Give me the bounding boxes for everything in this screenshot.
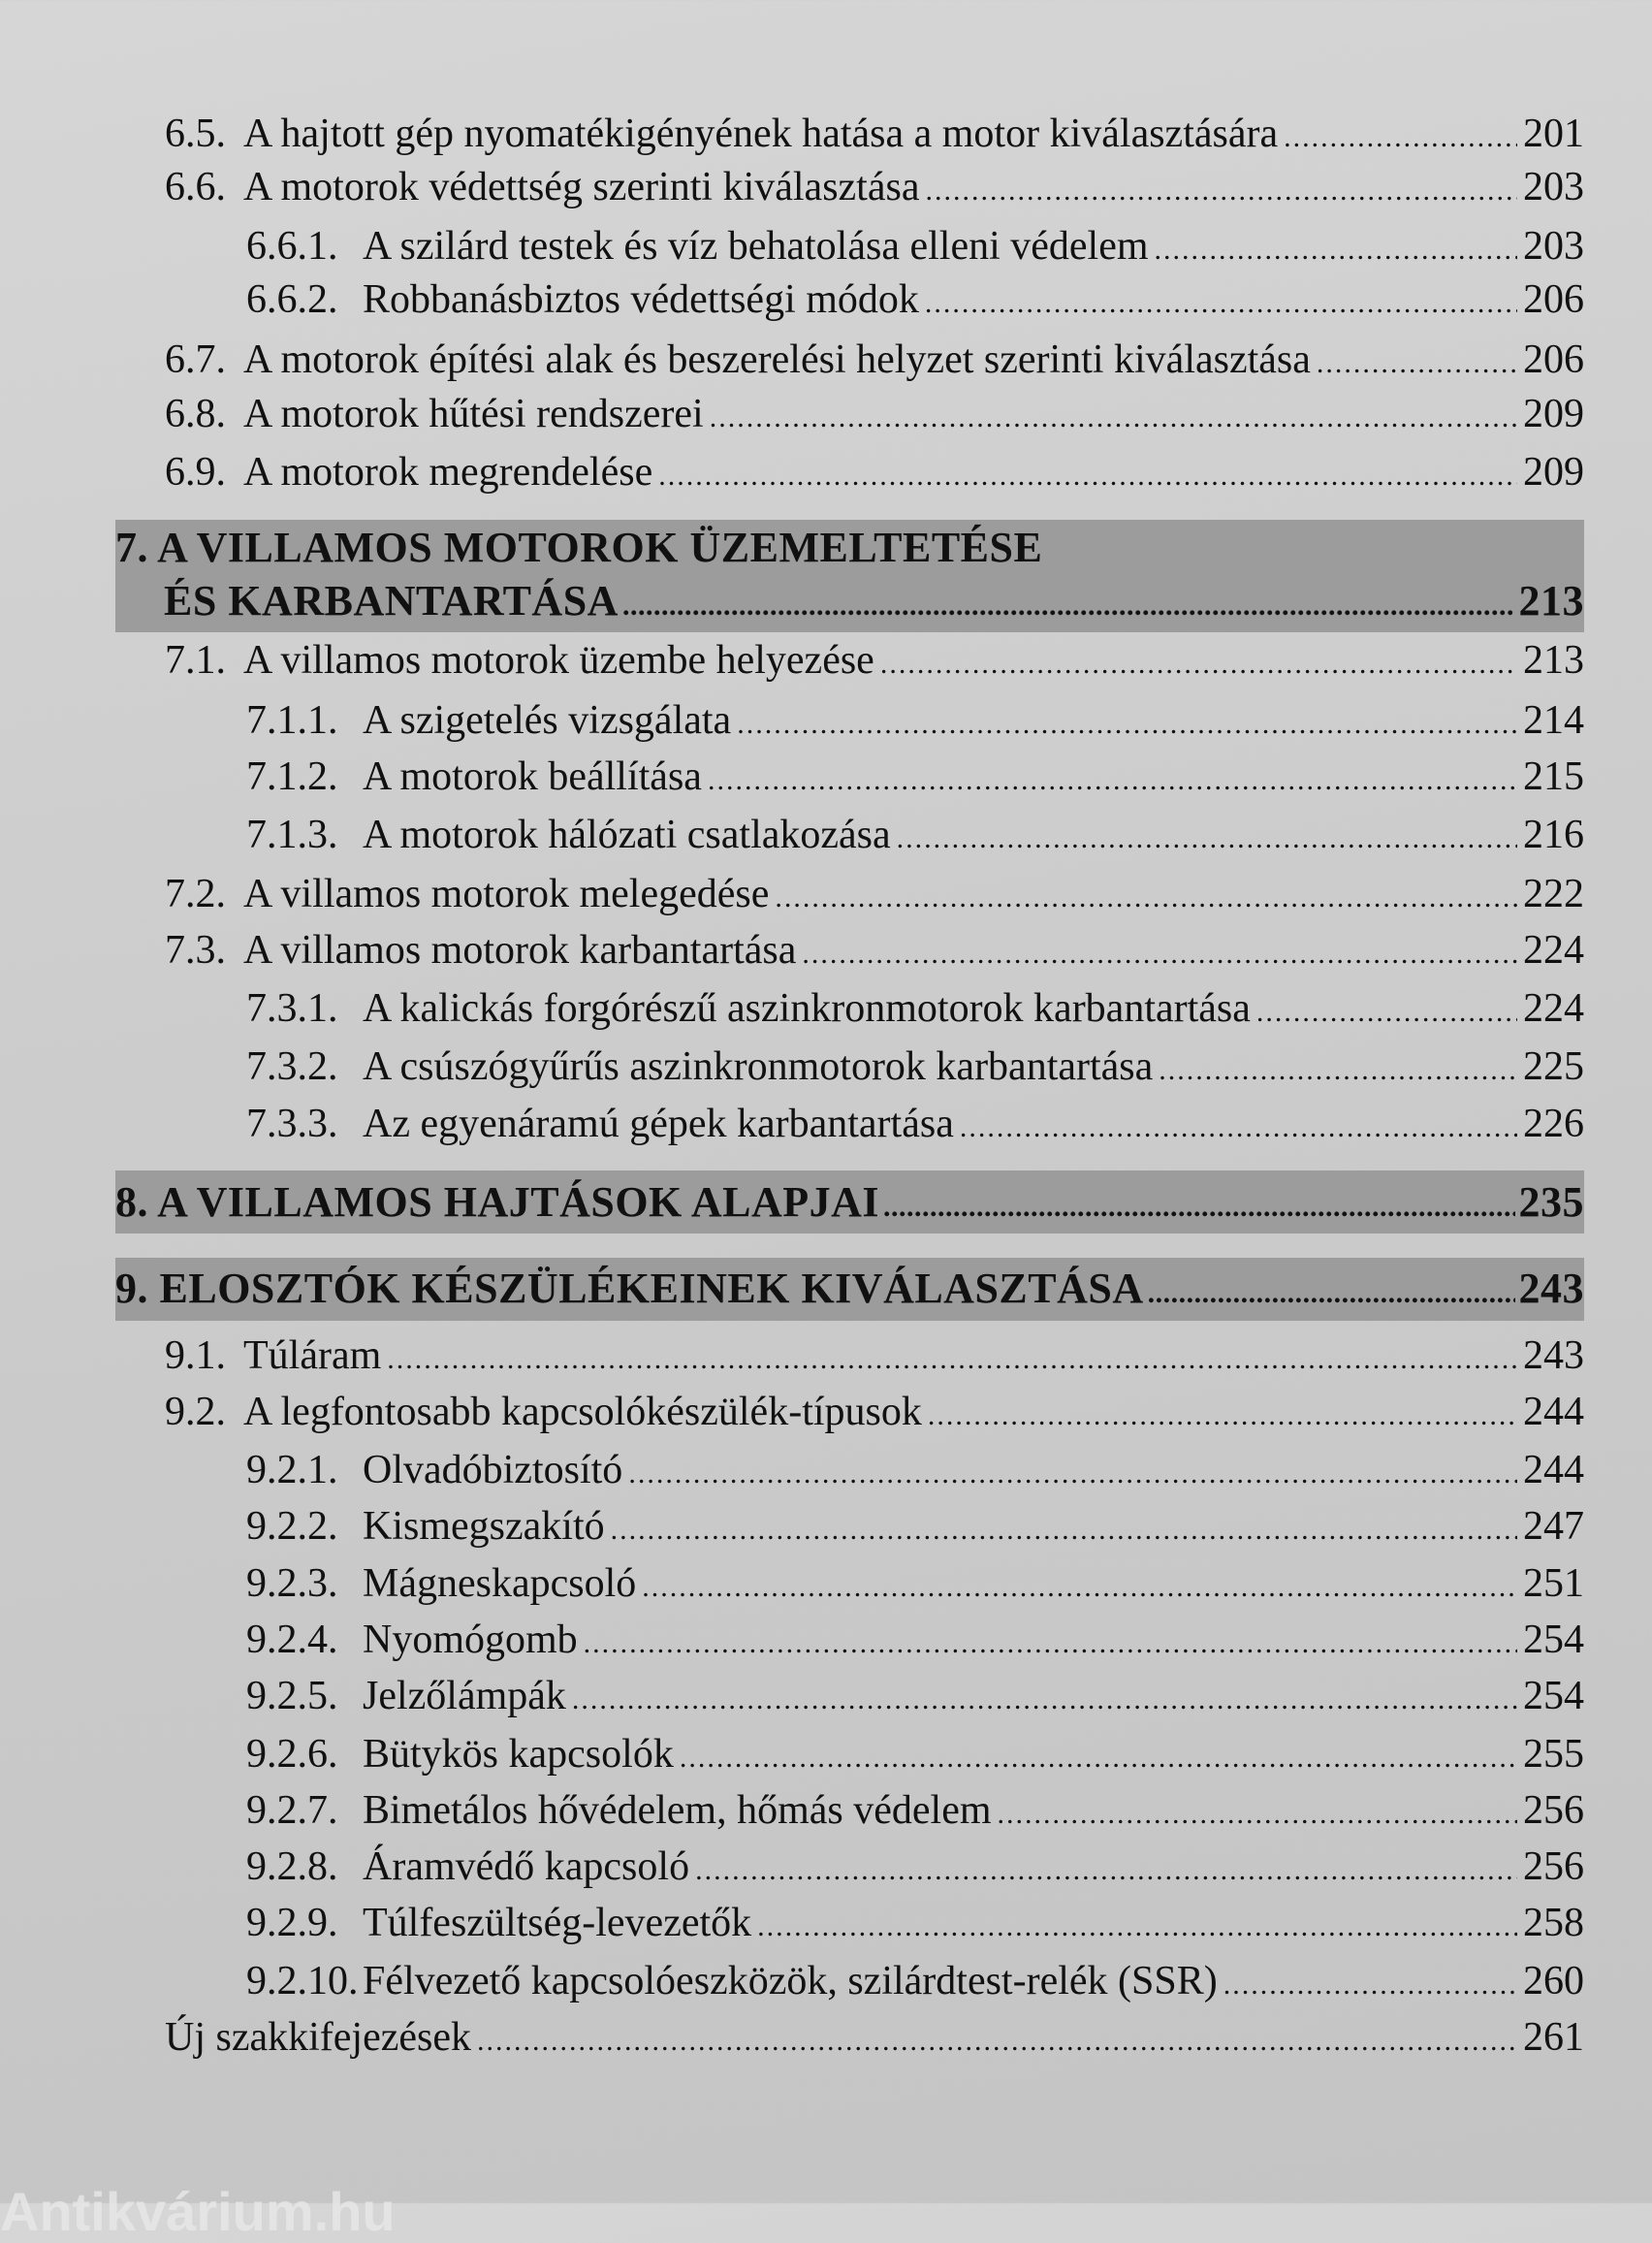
dot-leader bbox=[680, 1734, 1517, 1782]
toc-entry bbox=[0, 926, 1584, 978]
section-title: A kalickás forgórészű aszinkronmotorok karbantartása bbox=[363, 986, 1251, 1031]
section-number: 9.2.2. bbox=[246, 1504, 338, 1549]
dot-leader bbox=[1223, 1961, 1517, 2009]
chapter-title: 9. ELOSZTÓK KÉSZÜLÉKEINEK KIVÁLASZTÁSA bbox=[115, 1265, 1144, 1312]
page-number: 261 bbox=[1523, 2015, 1584, 2060]
section-number: 7.3.3. bbox=[246, 1102, 338, 1146]
page-number: 222 bbox=[1523, 872, 1584, 916]
section-number: 9.1. bbox=[165, 1333, 226, 1378]
section-number: 9.2.9. bbox=[246, 1901, 338, 1945]
toc-entry bbox=[0, 1502, 1584, 1554]
page-number: 209 bbox=[1523, 392, 1584, 436]
section-title: Bimetálos hővédelem, hőmás védelem bbox=[363, 1788, 992, 1833]
dot-leader bbox=[642, 1563, 1517, 1612]
page-number: 213 bbox=[1518, 577, 1584, 625]
toc-entry bbox=[0, 1899, 1584, 1951]
page-number: 258 bbox=[1523, 1901, 1584, 1945]
dot-leader bbox=[802, 930, 1517, 978]
chapter-7-entry bbox=[115, 575, 1584, 632]
dot-leader bbox=[928, 1392, 1517, 1440]
toc-entry bbox=[0, 1672, 1584, 1724]
section-title: A szigetelés vizsgálata bbox=[363, 698, 732, 743]
section-title: Áramvédő kapcsoló bbox=[363, 1844, 690, 1889]
section-title: A motorok hálózati csatlakozása bbox=[363, 813, 891, 857]
dot-leader bbox=[710, 394, 1517, 442]
page-number: 209 bbox=[1523, 450, 1584, 495]
page-number: 216 bbox=[1523, 813, 1584, 857]
dot-leader bbox=[897, 815, 1517, 863]
page-number: 243 bbox=[1518, 1265, 1584, 1312]
dot-leader bbox=[584, 1619, 1517, 1668]
dot-leader bbox=[1159, 1046, 1517, 1095]
toc-entry bbox=[0, 222, 1584, 274]
section-number: 6.5. bbox=[165, 112, 226, 156]
toc-entry bbox=[0, 1388, 1584, 1440]
section-number: 9.2. bbox=[165, 1390, 226, 1434]
page-number: 254 bbox=[1523, 1674, 1584, 1718]
toc-entry bbox=[0, 1616, 1584, 1668]
page-number: 213 bbox=[1523, 638, 1584, 683]
dot-leader bbox=[1148, 1267, 1515, 1320]
section-title: A villamos motorok melegedése bbox=[243, 872, 770, 916]
section-title: Bütykös kapcsolók bbox=[363, 1732, 674, 1777]
section-title: A villamos motorok karbantartása bbox=[243, 928, 797, 973]
toc-entry bbox=[0, 1331, 1584, 1384]
toc-entry bbox=[0, 1042, 1584, 1095]
page-number: 243 bbox=[1523, 1333, 1584, 1378]
page-number: 224 bbox=[1523, 986, 1584, 1031]
section-number: 7.3.1. bbox=[246, 986, 338, 1031]
page-number: 251 bbox=[1523, 1561, 1584, 1606]
toc-entry bbox=[0, 984, 1584, 1037]
page-number: 244 bbox=[1523, 1390, 1584, 1434]
dot-leader bbox=[925, 167, 1517, 215]
toc-entry bbox=[0, 870, 1584, 922]
section-title: A legfontosabb kapcsolókészülék-típusok bbox=[243, 1390, 922, 1434]
dot-leader bbox=[658, 452, 1517, 500]
section-title: A motorok építési alak és beszerelési helyzet szerinti kiválasztása bbox=[243, 337, 1311, 382]
section-number: 6.8. bbox=[165, 392, 226, 436]
dot-leader bbox=[611, 1506, 1517, 1554]
section-title: Kismegszakító bbox=[363, 1504, 605, 1549]
dot-leader bbox=[757, 1903, 1517, 1951]
chapter-8-entry bbox=[115, 1176, 1584, 1234]
toc-entry bbox=[0, 336, 1584, 388]
dot-leader bbox=[695, 1846, 1517, 1895]
section-title: Olvadóbiztosító bbox=[363, 1448, 623, 1492]
section-title: Robbanásbiztos védettségi módok bbox=[363, 277, 919, 322]
page-number: 225 bbox=[1523, 1044, 1584, 1089]
watermark: Antikvárium.hu bbox=[0, 2181, 396, 2242]
section-number: 9.2.10. bbox=[246, 1959, 359, 2003]
page-number: 247 bbox=[1523, 1504, 1584, 1549]
dot-leader bbox=[737, 700, 1517, 749]
page-number: 201 bbox=[1523, 112, 1584, 156]
dot-leader bbox=[622, 580, 1515, 632]
toc-entry bbox=[0, 110, 1584, 162]
section-number: 6.7. bbox=[165, 337, 226, 382]
dot-leader bbox=[628, 1450, 1517, 1498]
page-number: 226 bbox=[1523, 1102, 1584, 1146]
section-title: A motorok beállítása bbox=[363, 754, 702, 799]
toc-entry bbox=[0, 2013, 1584, 2066]
section-title: Az egyenáramú gépek karbantartása bbox=[363, 1102, 954, 1146]
section-number: 7.3. bbox=[165, 928, 226, 973]
section-title: Félvezető kapcsolóeszközök, szilárdtest-relék (SSR) bbox=[363, 1959, 1218, 2003]
dot-leader bbox=[1155, 226, 1517, 274]
page-number: 206 bbox=[1523, 277, 1584, 322]
section-title: A villamos motorok üzembe helyezése bbox=[243, 638, 874, 683]
toc-entry bbox=[0, 1957, 1584, 2009]
chapter-title: 7. A VILLAMOS MOTOROK ÜZEMELTETÉSE bbox=[115, 524, 1043, 571]
page-number: 203 bbox=[1523, 165, 1584, 209]
section-title: A szilárd testek és víz behatolása elleni védelem bbox=[363, 224, 1149, 269]
dot-leader bbox=[708, 756, 1517, 805]
section-title: Mágneskapcsoló bbox=[363, 1561, 637, 1606]
dot-leader bbox=[960, 1104, 1517, 1152]
page-number: 260 bbox=[1523, 1959, 1584, 2003]
dot-leader bbox=[925, 279, 1517, 328]
section-title: A hajtott gép nyomatékigényének hatása a motor kiválasztására bbox=[243, 112, 1279, 156]
toc-entry bbox=[0, 163, 1584, 215]
section-number: 7.1.2. bbox=[246, 754, 338, 799]
section-number: 6.6. bbox=[165, 165, 226, 209]
section-title: Túláram bbox=[243, 1333, 382, 1378]
page-number: 256 bbox=[1523, 1844, 1584, 1889]
section-number: 7.1.3. bbox=[246, 813, 338, 857]
dot-leader bbox=[572, 1676, 1517, 1724]
toc-entry bbox=[0, 1559, 1584, 1612]
toc-entry bbox=[0, 1100, 1584, 1152]
dot-leader bbox=[1317, 339, 1517, 388]
section-number: 9.2.6. bbox=[246, 1732, 338, 1777]
page-number: 235 bbox=[1518, 1178, 1584, 1226]
section-number: 9.2.3. bbox=[246, 1561, 338, 1606]
toc-entry bbox=[0, 636, 1584, 689]
section-title: A motorok hűtési rendszerei bbox=[243, 392, 704, 436]
page-number: 255 bbox=[1523, 1732, 1584, 1777]
section-title: A motorok védettség szerinti kiválasztása bbox=[243, 165, 920, 209]
page-number: 214 bbox=[1523, 698, 1584, 743]
section-title: Nyomógomb bbox=[363, 1618, 578, 1662]
section-number: 9.2.7. bbox=[246, 1788, 338, 1833]
toc-entry bbox=[0, 1786, 1584, 1839]
section-number: 9.2.1. bbox=[246, 1448, 338, 1492]
page-number: 256 bbox=[1523, 1788, 1584, 1833]
chapter-title: ÉS KARBANTARTÁSA bbox=[164, 577, 619, 625]
section-number: 7.1.1. bbox=[246, 698, 338, 743]
section-number: 6.6.1. bbox=[246, 224, 338, 269]
dot-leader bbox=[880, 640, 1517, 689]
page-number: 203 bbox=[1523, 224, 1584, 269]
toc-entry bbox=[0, 753, 1584, 805]
page-number: 224 bbox=[1523, 928, 1584, 973]
section-number: 6.6.2. bbox=[246, 277, 338, 322]
section-title: Új szakkifejezések bbox=[165, 2015, 472, 2060]
page-number: 215 bbox=[1523, 754, 1584, 799]
dot-leader bbox=[775, 874, 1517, 922]
page-number: 254 bbox=[1523, 1618, 1584, 1662]
section-number: 9.2.4. bbox=[246, 1618, 338, 1662]
chapter-7-title-line1 bbox=[115, 522, 1584, 574]
section-title: Jelzőlámpák bbox=[363, 1674, 566, 1718]
section-title: A csúszógyűrűs aszinkronmotorok karbantartása bbox=[363, 1044, 1154, 1089]
page-number: 206 bbox=[1523, 337, 1584, 382]
dot-leader bbox=[1284, 113, 1517, 162]
toc-entry bbox=[0, 1842, 1584, 1895]
section-number: 9.2.8. bbox=[246, 1844, 338, 1889]
section-title: Túlfeszültség-levezetők bbox=[363, 1901, 752, 1945]
toc-entry bbox=[0, 448, 1584, 500]
section-number: 9.2.5. bbox=[246, 1674, 338, 1718]
dot-leader bbox=[477, 2017, 1517, 2066]
section-number: 7.1. bbox=[165, 638, 226, 683]
toc-entry bbox=[0, 275, 1584, 328]
toc-entry bbox=[0, 1730, 1584, 1782]
toc-entry bbox=[0, 390, 1584, 442]
section-number: 7.3.2. bbox=[246, 1044, 338, 1089]
toc-entry bbox=[0, 1446, 1584, 1498]
toc-entry bbox=[0, 696, 1584, 749]
chapter-9-entry bbox=[115, 1263, 1584, 1320]
dot-leader bbox=[883, 1181, 1514, 1234]
page-number: 244 bbox=[1523, 1448, 1584, 1492]
dot-leader bbox=[387, 1335, 1517, 1384]
dot-leader bbox=[998, 1790, 1518, 1839]
chapter-title: 8. A VILLAMOS HAJTÁSOK ALAPJAI bbox=[115, 1178, 880, 1226]
section-number: 7.2. bbox=[165, 872, 226, 916]
dot-leader bbox=[1256, 988, 1517, 1037]
toc-entry bbox=[0, 811, 1584, 863]
section-title: A motorok megrendelése bbox=[243, 450, 653, 495]
section-number: 6.9. bbox=[165, 450, 226, 495]
